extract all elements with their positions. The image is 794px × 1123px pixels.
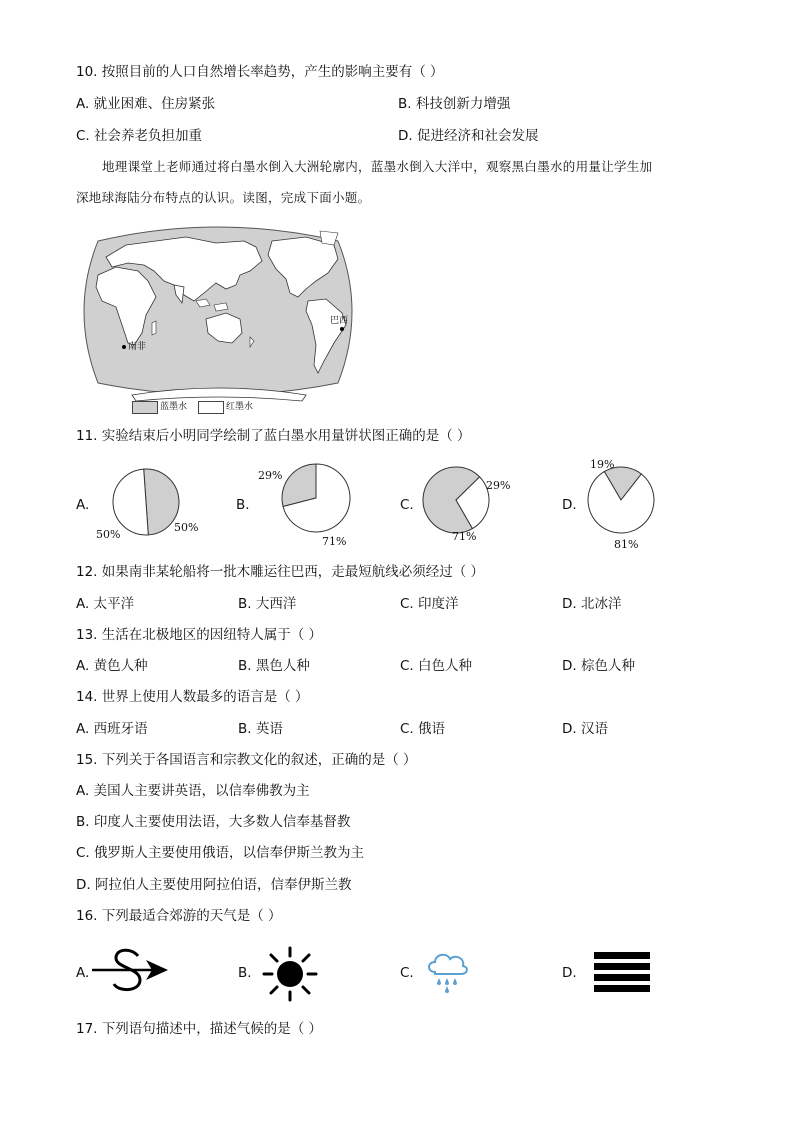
q15-option-b: B. 印度人主要使用法语，大多数人信奉基督教 (76, 814, 351, 830)
pie-c-label-right: 29% (486, 479, 511, 492)
q10-stem: 10. 按照目前的人口自然增长率趋势，产生的影响主要有（ ） (76, 64, 444, 80)
q14-option-d: D. 汉语 (562, 721, 608, 737)
world-map-figure (76, 215, 360, 415)
q12-option-a: A. 太平洋 (76, 596, 135, 612)
passage-line-2: 深地球海陆分布特点的认识。读图，完成下面小题。 (76, 190, 371, 205)
legend-blue-label: 蓝墨水 (160, 402, 188, 412)
pie-a-label-right: 50% (174, 521, 199, 534)
q10-option-d: D. 促进经济和社会发展 (398, 128, 539, 144)
legend-red-swatch (198, 401, 224, 414)
fog-icon (592, 950, 652, 994)
pie-d-label-top: 19% (590, 458, 615, 471)
rain-cloud-icon (425, 950, 469, 996)
q11-option-b-letter: B. (236, 497, 250, 513)
q14-option-a: A. 西班牙语 (76, 721, 148, 737)
q10-option-c: C. 社会养老负担加重 (76, 128, 203, 144)
q12-option-d: D. 北冰洋 (562, 596, 622, 612)
pie-b-label-top: 29% (258, 469, 283, 482)
wind-symbol-icon (88, 946, 172, 994)
q11-option-a-letter: A. (76, 497, 90, 513)
pie-b-label-bottom: 71% (322, 535, 347, 548)
q14-option-b: B. 英语 (238, 721, 283, 737)
q15-option-c: C. 俄罗斯人主要使用俄语，以信奉伊斯兰教为主 (76, 845, 365, 861)
q13-option-b: B. 黑色人种 (238, 658, 310, 674)
passage-line-1: 地理课堂上老师通过将白墨水倒入大洲轮廓内，蓝墨水倒入大洋中，观察黑白墨水的用量让学生加 (102, 159, 653, 174)
q13-option-a: A. 黄色人种 (76, 658, 148, 674)
legend-red-label: 红墨水 (226, 402, 254, 412)
q13-stem: 13. 生活在北极地区的因纽特人属于（ ） (76, 627, 323, 643)
map-label-brazil: 巴西 (330, 316, 349, 326)
q12-option-b: B. 大西洋 (238, 596, 297, 612)
q12-stem: 12. 如果南非某轮船将一批木雕运往巴西，走最短航线必须经过（ ） (76, 564, 485, 580)
q10-option-b: B. 科技创新力增强 (398, 96, 511, 112)
sun-icon (262, 946, 318, 1002)
q16-option-c-letter: C. (400, 965, 414, 981)
q11-option-c-letter: C. (400, 497, 414, 513)
q14-stem: 14. 世界上使用人数最多的语言是（ ） (76, 689, 309, 705)
q14-option-c: C. 俄语 (400, 721, 446, 737)
pie-d-label-bottom: 81% (614, 538, 639, 551)
q11-option-d-letter: D. (562, 497, 577, 513)
map-label-south-africa: 南非 (128, 342, 147, 352)
q15-option-a: A. 美国人主要讲英语，以信奉佛教为主 (76, 783, 310, 799)
q17-stem: 17. 下列语句描述中，描述气候的是（ ） (76, 1021, 323, 1037)
q15-stem: 15. 下列关于各国语言和宗教文化的叙述，正确的是（ ） (76, 752, 417, 768)
q16-option-d-letter: D. (562, 965, 577, 981)
q12-option-c: C. 印度洋 (400, 596, 459, 612)
q16-stem: 16. 下列最适合郊游的天气是（ ） (76, 908, 282, 924)
q15-option-d: D. 阿拉伯人主要使用阿拉伯语，信奉伊斯兰教 (76, 877, 352, 893)
q10-option-a: A. 就业困难、住房紧张 (76, 96, 216, 112)
q16-option-a-letter: A. (76, 965, 90, 981)
world-map (76, 215, 360, 415)
legend-blue-swatch (132, 401, 158, 414)
q16-option-b-letter: B. (238, 965, 252, 981)
q13-option-d: D. 棕色人种 (562, 658, 635, 674)
q13-option-c: C. 白色人种 (400, 658, 473, 674)
pie-a-label-left: 50% (96, 528, 121, 541)
pie-c-label-bottom: 71% (452, 530, 477, 543)
q11-stem: 11. 实验结束后小明同学绘制了蓝白墨水用量饼状图正确的是（ ） (76, 428, 471, 444)
